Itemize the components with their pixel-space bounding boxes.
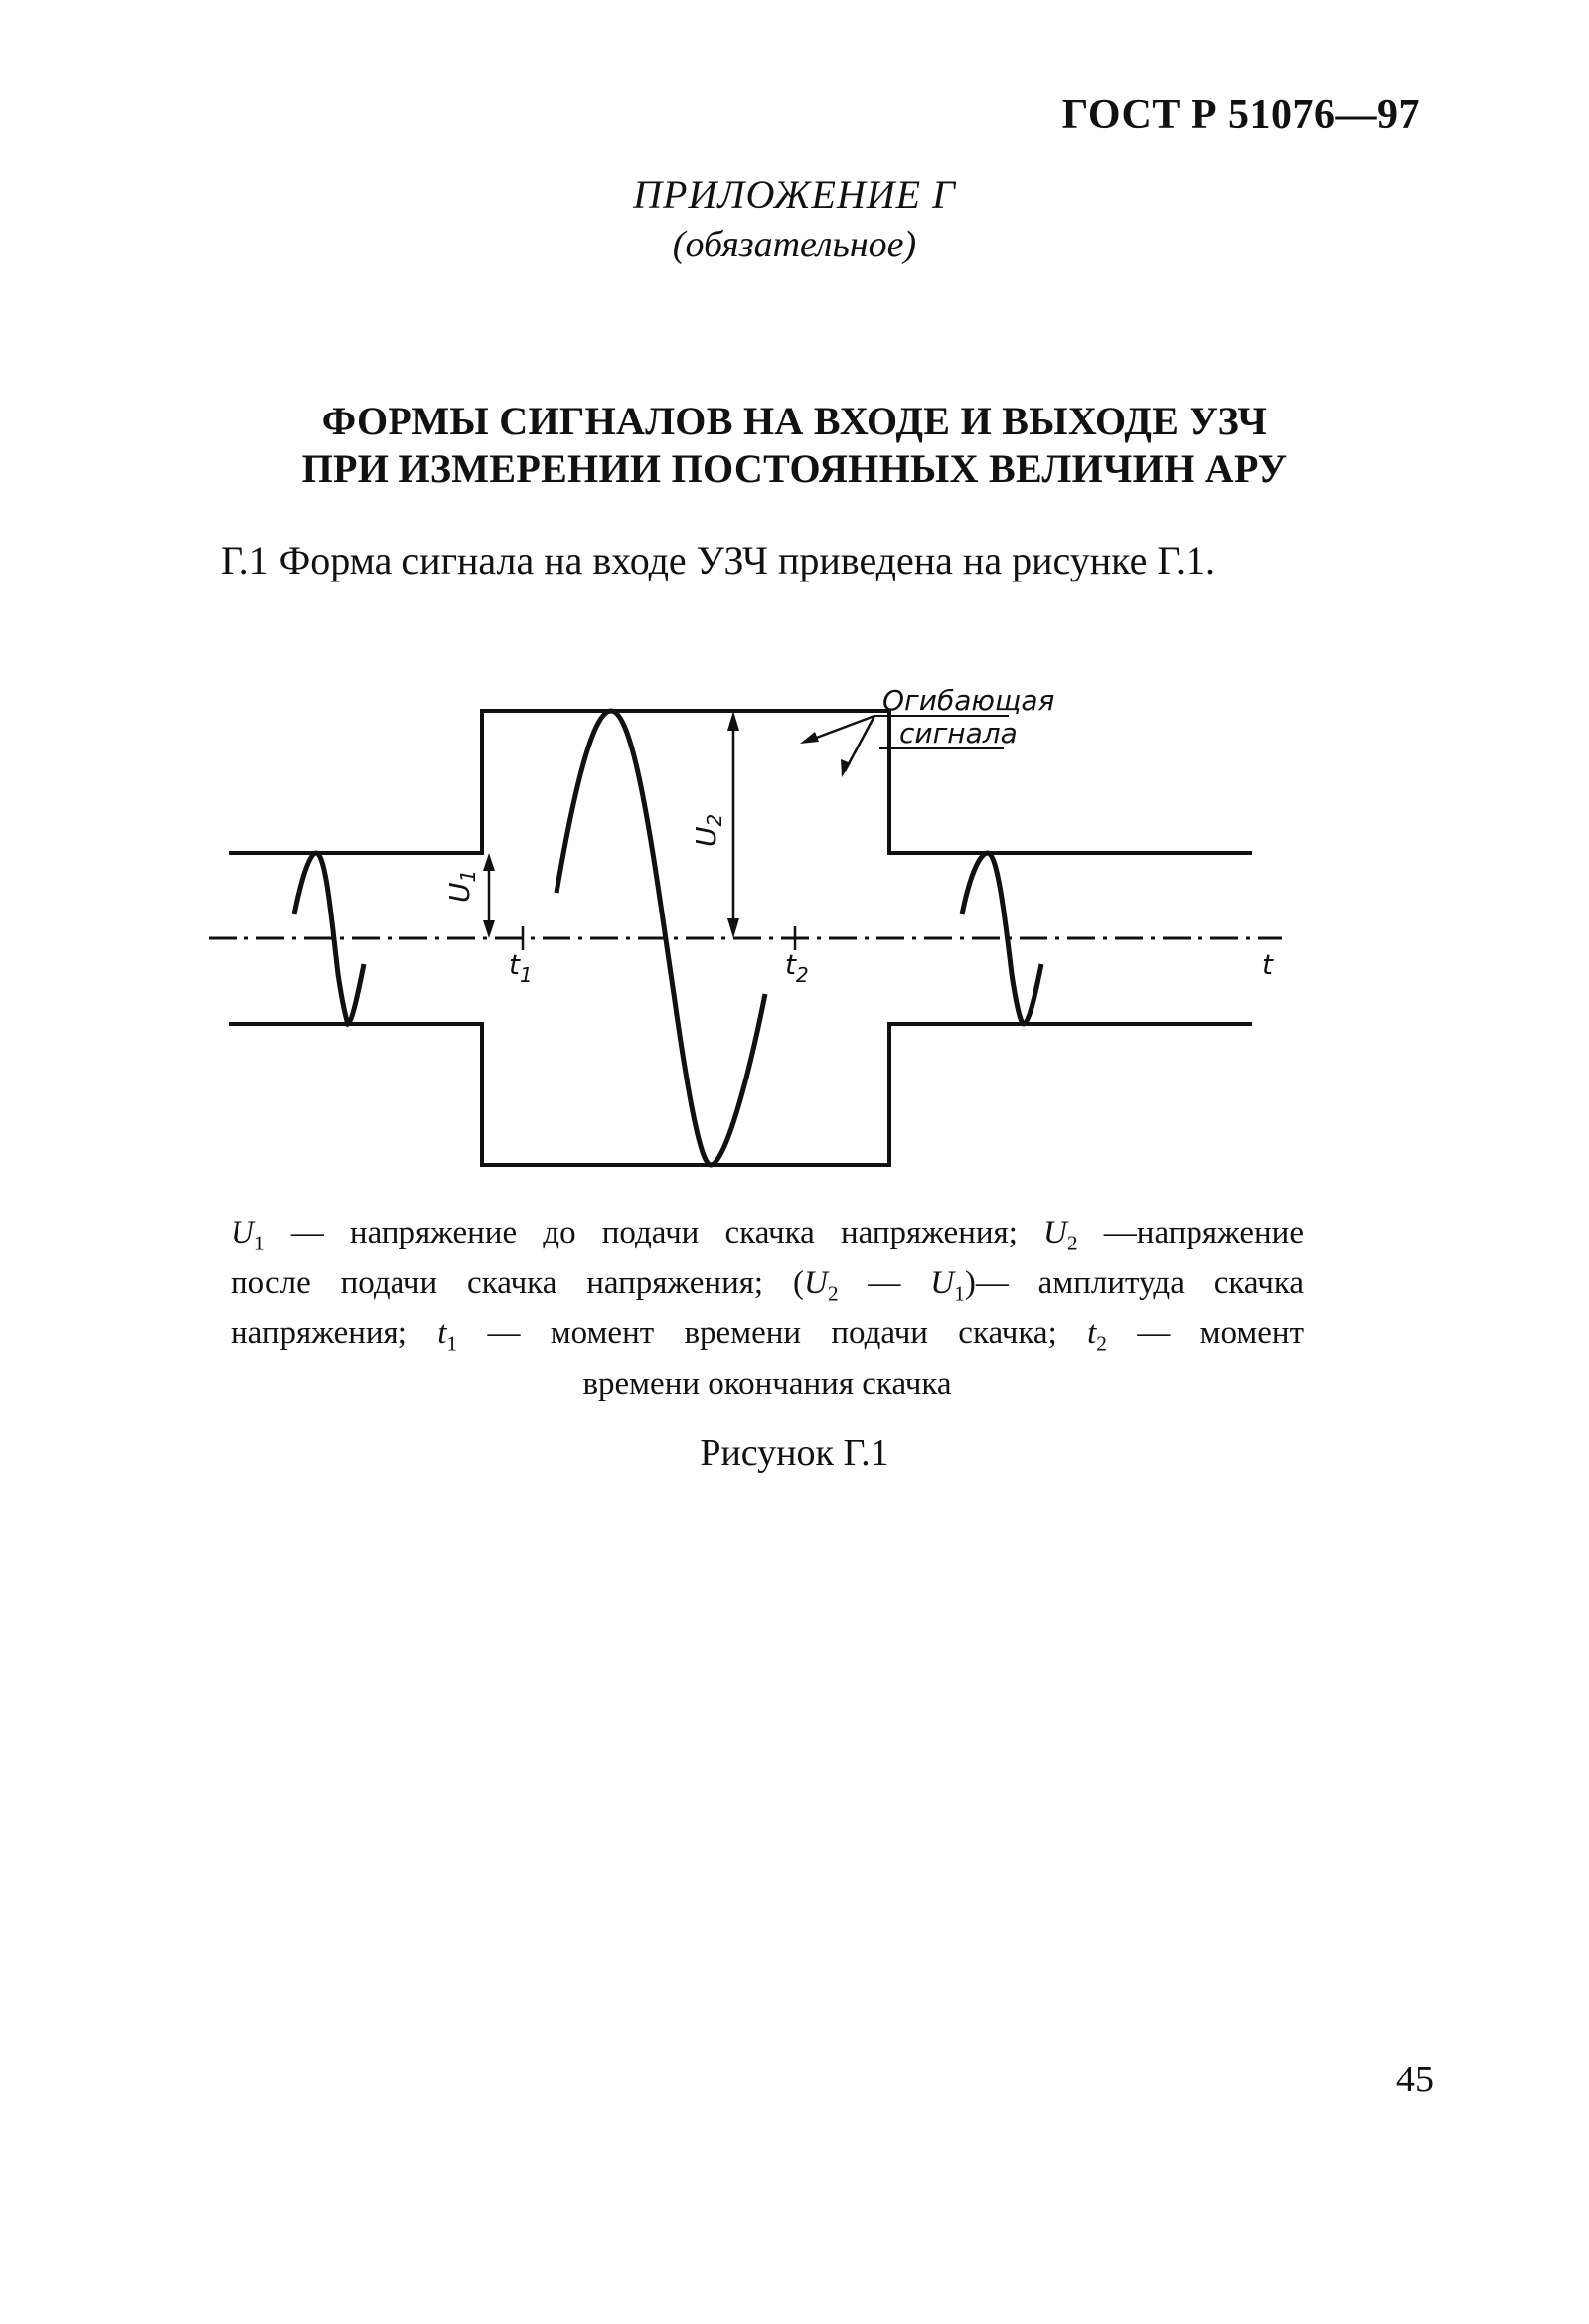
figure-label: Рисунок Г.1: [700, 1432, 889, 1474]
clause-g1: Г.1 Форма сигнала на входе УЗЧ приведена на рисунке Г.1.: [221, 538, 1215, 582]
u1-arrow-bottom: [483, 920, 495, 938]
page-number: 45: [1396, 2059, 1434, 2100]
envelope-label-line-1: Огибающая: [882, 684, 1055, 717]
envelope-label-line-2: сигнала: [899, 717, 1018, 749]
appendix-title: ПРИЛОЖЕНИЕ Г: [633, 172, 956, 217]
u2-arrow-top: [727, 711, 739, 731]
t2-label: $t_2$: [785, 948, 809, 987]
signal-diagram: [199, 676, 1292, 1193]
figure-caption: [231, 1213, 1304, 1404]
envelope-leader-1-arrow: [800, 732, 819, 744]
section-title-line-1: ФОРМЫ СИГНАЛОВ НА ВХОДЕ И ВЫХОДЕ УЗЧ: [321, 399, 1268, 443]
section-title: [0, 398, 1589, 493]
caption-line-2: после подачи скачка напряжения; ($U_2$ — $U_1)—$ амплитуда скачка: [231, 1264, 1304, 1306]
section-title-line-2: ПРИ ИЗМЕРЕНИИ ПОСТОЯННЫХ ВЕЛИЧИН АРУ: [301, 446, 1288, 491]
upper-envelope: [229, 711, 1252, 853]
caption-line-1: $U_1$ — напряжение до подачи скачка напряжения; $U_2$ —напряжение: [231, 1215, 1304, 1255]
u1-arrow-top: [483, 853, 495, 871]
caption-line-4: времени окончания скачка: [582, 1365, 952, 1402]
t1-label: $t_1$: [509, 948, 533, 987]
u2-arrow-bottom: [727, 918, 739, 938]
t-axis-label: t: [1262, 948, 1273, 981]
appendix-status: (обязательное): [672, 224, 917, 265]
u2-label: $U_2$: [690, 813, 726, 847]
caption-line-3: напряжения; $t_1$ — момент времени подачи скачка; $t_2$ — момент: [231, 1315, 1305, 1356]
document-number: ГОСТ Р 51076—97: [1061, 92, 1420, 138]
u1-label: $U_1$: [443, 869, 480, 903]
